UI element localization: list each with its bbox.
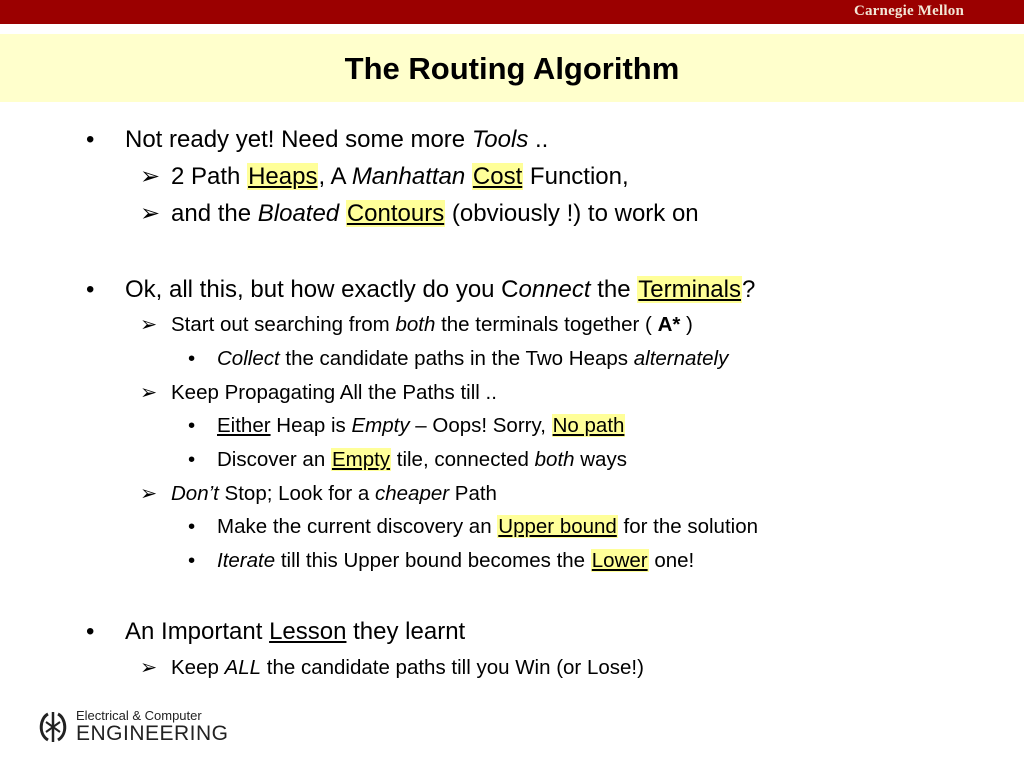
small-bullet-icon: • <box>188 448 196 471</box>
ece-logo <box>34 708 229 746</box>
upper-bound-term: Upper bound <box>498 515 617 538</box>
bullet-2: Ok, all this, but how exactly do you Connect the Terminals? <box>125 276 756 303</box>
bullet-2-sub-2-point-1: Either Heap is Empty – Oops! Sorry, No path <box>217 414 625 437</box>
top-banner <box>0 0 1024 24</box>
empty-term: Empty <box>331 448 391 471</box>
lower-term: Lower <box>591 549 648 572</box>
bullet-icon: • <box>86 126 95 153</box>
bullet-2-sub-2: Keep Propagating All the Paths till .. <box>171 381 497 404</box>
bullet-icon: • <box>86 618 95 645</box>
university-brand: Carnegie Mellon <box>853 3 964 19</box>
small-bullet-icon: • <box>188 414 196 437</box>
bullet-icon: • <box>86 276 95 303</box>
small-bullet-icon: • <box>188 347 196 370</box>
slide-title: The Routing Algorithm <box>344 51 680 86</box>
bullet-1-sub-2: and the Bloated Contours (obviously !) to work on <box>171 200 699 227</box>
bullet-2-sub-3: Don’t Stop; Look for a cheaper Path <box>171 482 497 505</box>
bullet-3-sub-1: Keep ALL the candidate paths till you Win (or Lose!) <box>171 656 644 679</box>
bullet-2-sub-1: Start out searching from both the terminals together ( A* ) <box>171 313 693 336</box>
bullet-1-sub-1: 2 Path Heaps, A Manhattan Cost Function, <box>171 163 629 190</box>
ece-emblem-icon <box>34 708 72 746</box>
bullet-2-sub-2-point-2: Discover an Empty tile, connected both ways <box>217 448 627 471</box>
arrow-bullet-icon: ➢ <box>140 482 158 505</box>
logo-line-2: ENGINEERING <box>76 722 229 745</box>
bullet-2-sub-3-point-2: Iterate till this Upper bound becomes the Lower one! <box>217 549 695 572</box>
contours-term: Contours <box>346 200 445 227</box>
bullet-2-sub-1-point-1: Collect the candidate paths in the Two Heaps alternately <box>217 347 729 370</box>
terminals-term: Terminals <box>638 276 741 303</box>
arrow-bullet-icon: ➢ <box>140 656 158 679</box>
small-bullet-icon: • <box>188 549 196 572</box>
arrow-bullet-icon: ➢ <box>140 313 158 336</box>
bullet-3: An Important Lesson they learnt <box>125 618 466 645</box>
logo-line-1: Electrical & Computer <box>76 708 202 723</box>
heaps-term: Heaps <box>248 163 318 190</box>
bullet-1: Not ready yet! Need some more Tools .. <box>125 126 549 153</box>
arrow-bullet-icon: ➢ <box>140 200 161 227</box>
no-path-term: No path <box>552 414 625 437</box>
small-bullet-icon: • <box>188 515 196 538</box>
arrow-bullet-icon: ➢ <box>140 163 161 190</box>
arrow-bullet-icon: ➢ <box>140 381 158 404</box>
cost-term: Cost <box>472 163 523 190</box>
bullet-2-sub-3-point-1: Make the current discovery an Upper bound for the solution <box>217 515 759 538</box>
